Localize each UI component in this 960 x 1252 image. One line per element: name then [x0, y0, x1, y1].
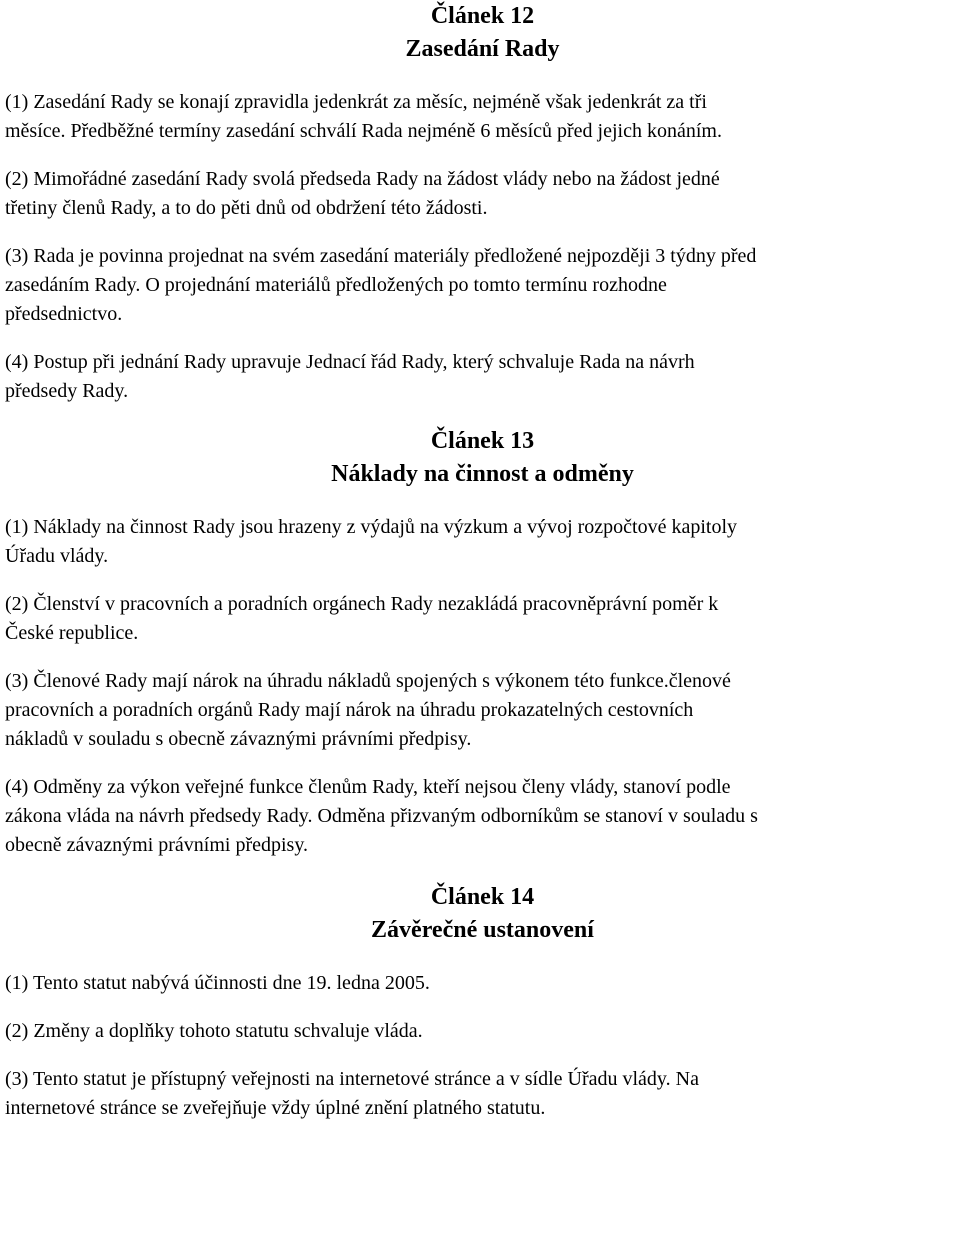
paragraph-line: nákladů v souladu s obecně závaznými právními předpisy.: [5, 728, 472, 750]
paragraph: [5, 590, 960, 648]
paragraph-line: (3) Tento statut je přístupný veřejnosti na internetové stránce a v sídle Úřadu vlády. Na: [5, 1068, 699, 1090]
paragraph-line: předsednictvo.: [5, 303, 123, 325]
article-title: Náklady na činnost a odměny: [331, 461, 634, 487]
paragraph: [5, 348, 960, 406]
paragraph-line: Úřadu vlády.: [5, 545, 109, 567]
paragraph-line: (1) Tento statut nabývá účinnosti dne 19. ledna 2005.: [5, 972, 430, 994]
article-title: Zasedání Rady: [405, 36, 560, 62]
paragraph-line: měsíce. Předběžné termíny zasedání schválí Rada nejméně 6 měsíců před jejich konáním.: [5, 120, 722, 142]
article-heading: [5, 425, 960, 491]
paragraph-line: zasedáním Rady. O projednání materiálů předložených po tomto termínu rozhodne: [5, 274, 667, 296]
article-title: Závěrečné ustanovení: [371, 917, 594, 943]
article-14: [5, 881, 960, 1123]
paragraph-line: (3) Členové Rady mají nárok na úhradu nákladů spojených s výkonem této funkce.členové: [5, 670, 731, 692]
paragraph-line: (4) Postup při jednání Rady upravuje Jednací řád Rady, který schvaluje Rada na návrh: [5, 351, 695, 373]
paragraph: [5, 1065, 960, 1123]
paragraph: [5, 969, 960, 998]
paragraph-line: (1) Náklady na činnost Rady jsou hrazeny z výdajů na výzkum a vývoj rozpočtové kapitoly: [5, 516, 738, 538]
paragraph-line: (3) Rada je povinna projednat na svém zasedání materiály předložené nejpozději 3 týdny před: [5, 245, 757, 267]
article-12: [5, 0, 960, 406]
article-number: Článek 13: [430, 428, 535, 454]
paragraph-line: (2) Členství v pracovních a poradních orgánech Rady nezakládá pracovněprávní poměr k: [5, 593, 719, 615]
paragraph-line: třetiny členů Rady, a to do pěti dnů od obdržení této žádosti.: [5, 197, 488, 219]
paragraph-line: zákona vláda na návrh předsedy Rady. Odměna přizvaným odborníkům se stanoví v souladu s: [5, 805, 758, 827]
paragraph-line: (4) Odměny za výkon veřejné funkce členům Rady, kteří nejsou členy vlády, stanoví podle: [5, 776, 731, 798]
paragraph-line: předsedy Rady.: [5, 380, 129, 402]
paragraph: [5, 667, 960, 754]
paragraph-line: internetové stránce se zveřejňuje vždy úplné znění platného statutu.: [5, 1097, 546, 1119]
paragraph: [5, 513, 960, 571]
paragraph: [5, 242, 960, 329]
paragraph-line: (1) Zasedání Rady se konají zpravidla jedenkrát za měsíc, nejméně však jedenkrát za tři: [5, 91, 707, 113]
article-number: Článek 14: [430, 884, 535, 910]
paragraph: [5, 88, 960, 146]
article-heading: [5, 0, 960, 66]
paragraph: [5, 1017, 960, 1046]
paragraph-line: (2) Mimořádné zasedání Rady svolá předseda Rady na žádost vlády nebo na žádost jedné: [5, 168, 720, 190]
article-13: [5, 425, 960, 860]
article-number: Článek 12: [430, 3, 535, 29]
paragraph-line: obecně závaznými právními předpisy.: [5, 834, 309, 856]
paragraph: [5, 773, 960, 860]
article-heading: [5, 881, 960, 947]
paragraph-line: České republice.: [5, 622, 139, 644]
paragraph-line: pracovních a poradních orgánů Rady mají nárok na úhradu prokazatelných cestovních: [5, 699, 694, 721]
paragraph: [5, 165, 960, 223]
paragraph-line: (2) Změny a doplňky tohoto statutu schvaluje vláda.: [5, 1020, 423, 1042]
